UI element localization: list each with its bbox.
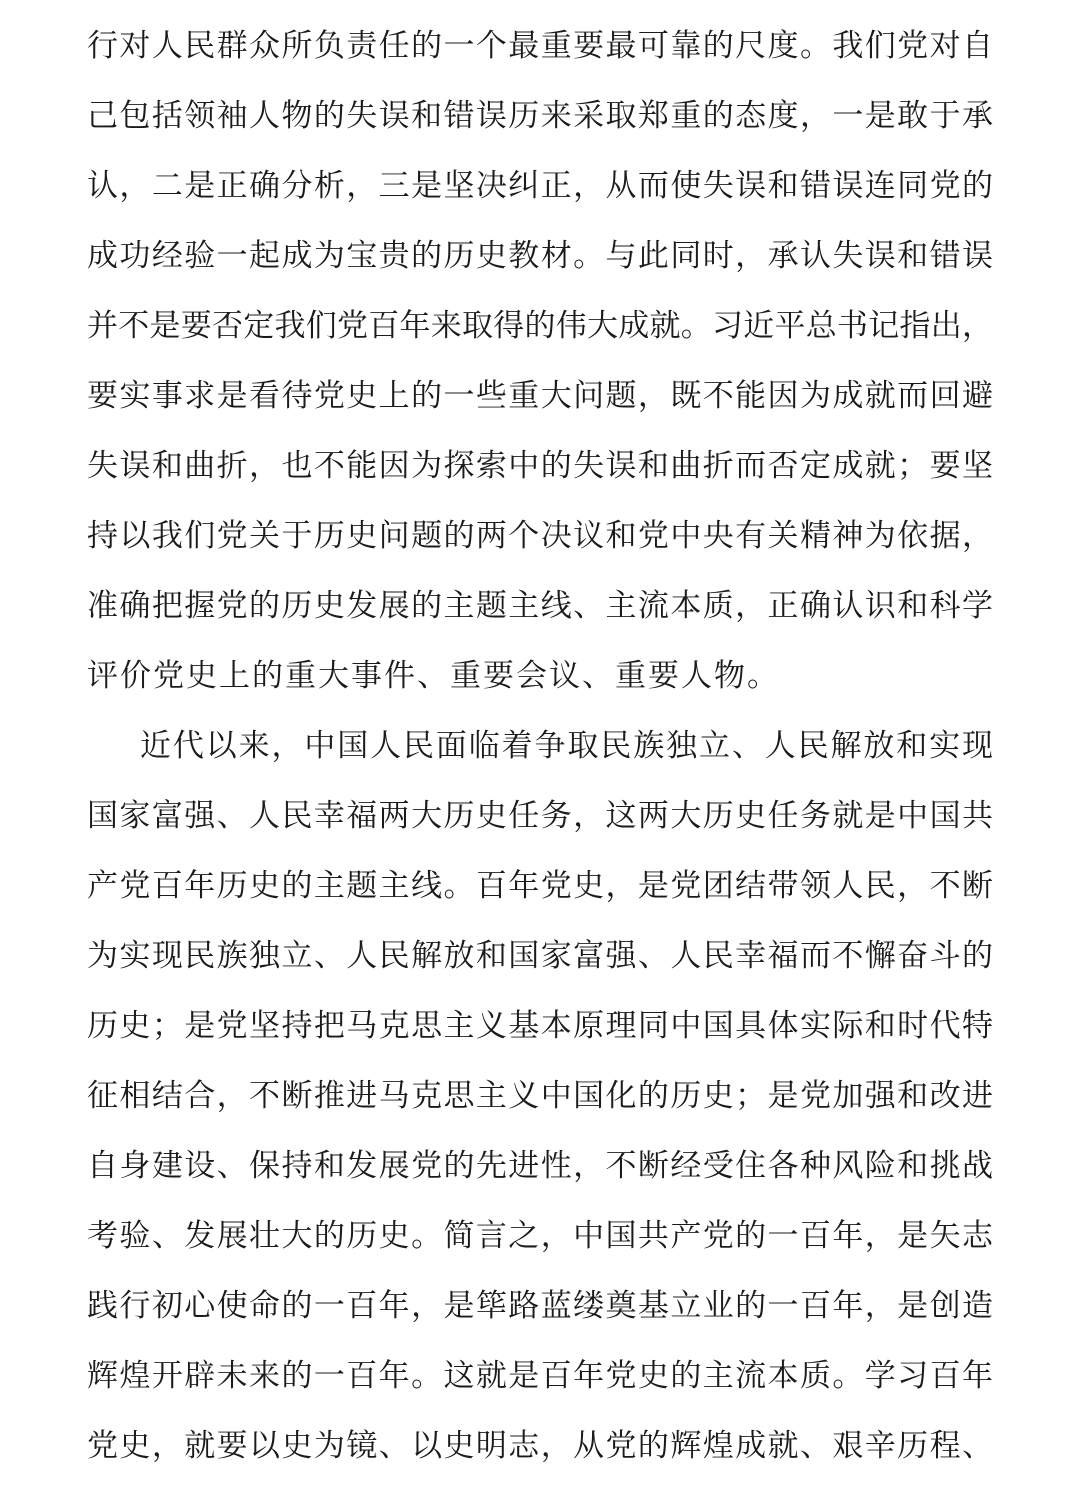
text-line: 失误和曲折，也不能因为探索中的失误和曲折而否定成就；要坚 bbox=[87, 448, 993, 483]
text-line: 并不是要否定我们党百年来取得的伟大成就。习近平总书记指出， bbox=[87, 308, 993, 343]
paragraph-1 bbox=[87, 11, 993, 711]
text-line: 要实事求是看待党史上的一些重大问题，既不能因为成就而回避 bbox=[87, 378, 993, 413]
text-line: 产党百年历史的主题主线。百年党史，是党团结带领人民，不断 bbox=[87, 868, 993, 903]
text-line: 准确把握党的历史发展的主题主线、主流本质，正确认识和科学 bbox=[87, 588, 993, 623]
text-line: 党史，就要以史为镜、以史明志，从党的辉煌成就、艰辛历程、 bbox=[87, 1428, 993, 1463]
text-line: 为实现民族独立、人民解放和国家富强、人民幸福而不懈奋斗的 bbox=[87, 938, 993, 973]
text-line: 考验、发展壮大的历史。简言之，中国共产党的一百年，是矢志 bbox=[87, 1218, 993, 1253]
paragraph-2 bbox=[87, 711, 993, 1481]
text-line: 持以我们党关于历史问题的两个决议和党中央有关精神为依据， bbox=[87, 518, 993, 553]
text-line: 自身建设、保持和发展党的先进性，不断经受住各种风险和挑战 bbox=[87, 1148, 993, 1183]
text-line: 历史；是党坚持把马克思主义基本原理同中国具体实际和时代特 bbox=[87, 1008, 993, 1043]
text-line: 国家富强、人民幸福两大历史任务，这两大历史任务就是中国共 bbox=[87, 798, 993, 833]
text-line: 近代以来，中国人民面临着争取民族独立、人民解放和实现 bbox=[140, 728, 993, 763]
text-line: 成功经验一起成为宝贵的历史教材。与此同时，承认失误和错误 bbox=[87, 238, 993, 273]
text-line: 践行初心使命的一百年，是筚路蓝缕奠基立业的一百年，是创造 bbox=[87, 1288, 993, 1323]
text-line: 辉煌开辟未来的一百年。这就是百年党史的主流本质。学习百年 bbox=[87, 1358, 993, 1393]
text-line: 评价党史上的重大事件、重要会议、重要人物。 bbox=[87, 658, 780, 693]
text-line: 行对人民群众所负责任的一个最重要最可靠的尺度。我们党对自 bbox=[87, 28, 993, 63]
text-line: 认，二是正确分析，三是坚决纠正，从而使失误和错误连同党的 bbox=[87, 168, 993, 203]
text-line: 己包括领袖人物的失误和错误历来采取郑重的态度，一是敢于承 bbox=[87, 98, 993, 133]
text-line: 征相结合，不断推进马克思主义中国化的历史；是党加强和改进 bbox=[87, 1078, 993, 1113]
